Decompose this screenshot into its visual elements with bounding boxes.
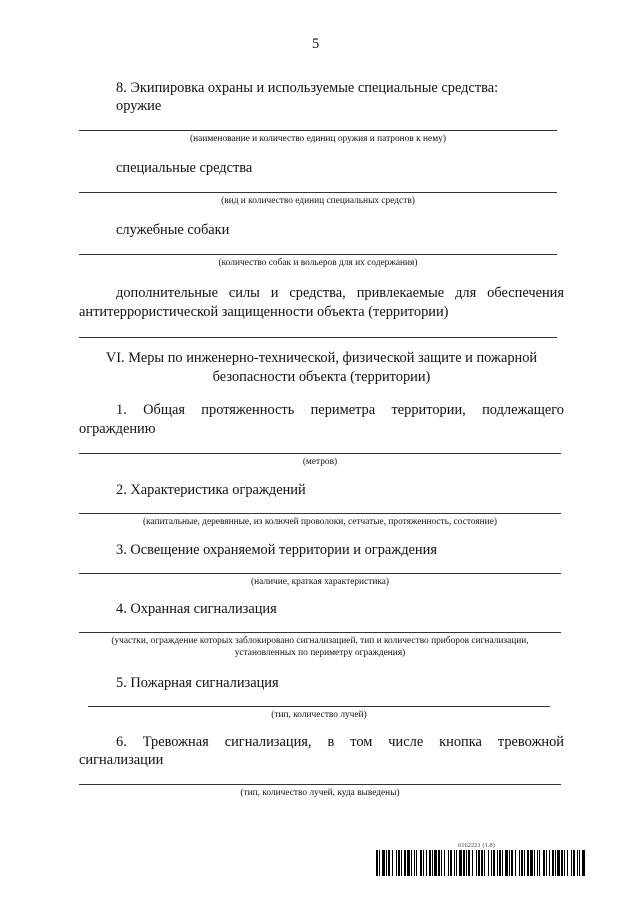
lighting-caption: (наличие, краткая характеристика) [250,577,390,587]
item8-title: 8. Экипировка охраны и используемые специальные средства: [116,80,499,96]
perimeter-length-caption: (метров) [302,457,338,467]
fire-alarm-title: 5. Пожарная сигнализация [116,675,279,691]
weapons-fill-line [79,130,557,131]
service-dogs-fill-line [79,254,557,255]
lighting-fill-line [79,573,561,574]
security-alarm-fill-line [79,632,561,633]
lighting-title: 3. Освещение охраняемой территории и ограждения [116,542,437,558]
section6-heading-line2: безопасности объекта (территории) [212,369,431,385]
fences-fill-line [79,513,561,514]
extra-forces-line1: дополнительные силы и средства, привлекаемые для обеспечения [116,285,564,301]
barcode-code: 6162221 (1.8) [458,842,495,849]
service-dogs-caption: (количество собак и вольеров для их содержания) [218,258,418,268]
panic-alarm-line2: сигнализации [79,752,164,768]
section6-heading-line1: VI. Меры по инженерно-технической, физической защите и пожарной [105,350,538,366]
security-alarm-caption-line1: (участки, ограждение которых заблокировано сигнализацией, тип и количество приборов сигнализации, [111,636,529,646]
extra-forces-fill-line [79,337,557,338]
perimeter-length-line1: 1. Общая протяженность периметра территории, подлежащего [116,402,564,418]
perimeter-length-line2: ограждению [79,421,156,437]
fences-title: 2. Характеристика ограждений [116,482,306,498]
special-means-caption: (вид и количество единиц специальных средств) [221,196,415,206]
special-means-fill-line [79,192,557,193]
panic-alarm-caption: (тип, количество лучей, куда выведены) [240,788,400,798]
fences-caption: (капитальные, деревянные, из колючей проволоки, сетчатые, протяженность, состояние) [143,517,497,527]
weapons-label: оружие [116,98,162,114]
security-alarm-title: 4. Охранная сигнализация [116,601,277,617]
page-number: 5 [312,36,320,52]
weapons-caption: (наименование и количество единиц оружия и патронов к нему) [190,134,446,144]
fire-alarm-fill-line [88,706,550,707]
perimeter-length-fill-line [79,453,561,454]
special-means-label: специальные средства [116,160,253,176]
extra-forces-line2: антитеррористической защищенности объекта (территории) [79,304,449,320]
fire-alarm-caption: (тип, количество лучей) [271,710,367,720]
panic-alarm-fill-line [79,784,561,785]
barcode-image [376,850,585,876]
service-dogs-label: служебные собаки [116,222,230,238]
panic-alarm-line1: 6. Тревожная сигнализация, в том числе кнопка тревожной [116,734,564,750]
security-alarm-caption-line2: установленных по периметру ограждения) [234,648,406,658]
